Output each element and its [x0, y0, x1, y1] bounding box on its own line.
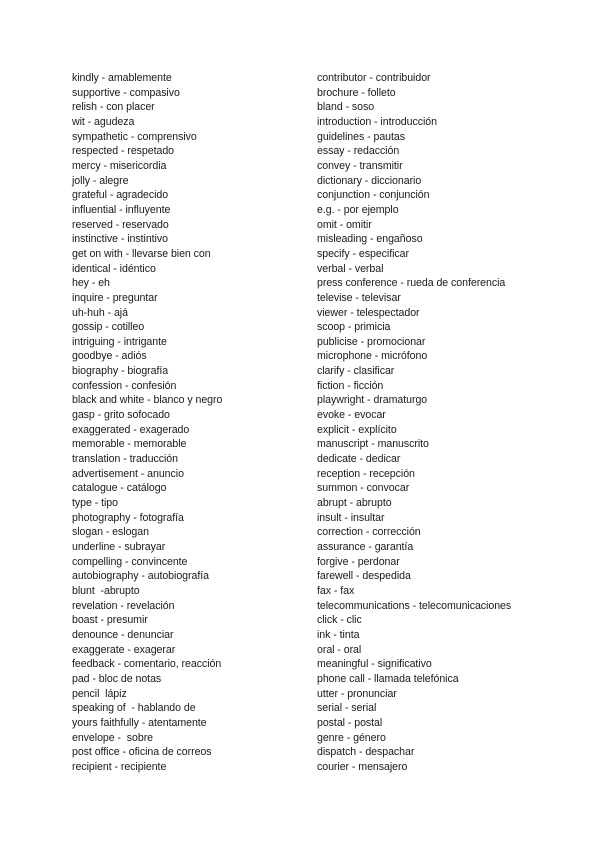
vocabulary-entry: omit - omitir [317, 218, 372, 231]
vocabulary-entry: translation - traducción [72, 453, 178, 466]
vocabulary-entry: uh-huh - ajá [72, 306, 128, 319]
vocabulary-entry: explicit - explícito [317, 423, 397, 436]
vocabulary-entry: pencil lápiz [72, 687, 127, 700]
vocabulary-entry: relish - con placer [72, 101, 155, 114]
vocabulary-entry: intriguing - intrigante [72, 335, 167, 348]
vocabulary-entry: exaggerate - exagerar [72, 643, 176, 656]
vocabulary-entry: black and white - blanco y negro [72, 394, 223, 407]
vocabulary-entry: underline - subrayar [72, 541, 166, 553]
vocabulary-entry: postal - postal [317, 716, 383, 729]
vocabulary-entry: autobiography - autobiografía [72, 570, 209, 583]
vocabulary-entry: compelling - convincente [72, 555, 188, 568]
vocabulary-entry: microphone - micrófono [317, 350, 428, 363]
vocabulary-entry: influential - influyente [72, 203, 171, 216]
vocabulary-entry: jolly - alegre [72, 174, 129, 187]
vocabulary-entry: respected - respetado [72, 145, 175, 158]
vocabulary-entry: scoop - primicia [317, 321, 391, 334]
vocabulary-entry: dedicate - dedicar [317, 453, 401, 466]
vocabulary-entry: supportive - compasivo [72, 86, 180, 99]
vocabulary-entry: boast - presumir [72, 614, 148, 627]
vocabulary-entry: playwright - dramaturgo [317, 394, 428, 407]
vocabulary-entry: instinctive - instintivo [72, 233, 168, 246]
vocabulary-entry: press conference - rueda de conferencia [317, 277, 506, 290]
vocabulary-entry: wit - agudeza [72, 115, 135, 128]
vocabulary-entry: fax - fax [317, 584, 355, 597]
vocabulary-entry: photography - fotografía [72, 511, 184, 524]
vocabulary-entry: sympathetic - comprensivo [72, 130, 197, 143]
vocabulary-entry: guidelines - pautas [317, 130, 405, 143]
vocabulary-entry: televise - televisar [317, 291, 401, 304]
vocabulary-entry: farewell - despedida [317, 570, 411, 583]
vocabulary-entry: clarify - clasificar [317, 365, 395, 378]
vocabulary-entry: dispatch - despachar [317, 746, 415, 759]
vocabulary-entry: advertisement - anuncio [72, 467, 184, 480]
vocabulary-entry: get on with - llevarse bien con [72, 247, 211, 260]
vocabulary-entry: gasp - grito sofocado [72, 409, 170, 422]
vocabulary-entry: summon - convocar [317, 482, 410, 495]
vocabulary-entry: grateful - agradecido [72, 189, 169, 202]
vocabulary-entry: type - tipo [72, 497, 118, 510]
vocabulary-entry: publicise - promocionar [317, 335, 426, 348]
vocabulary-entry: reserved - reservado [72, 218, 169, 231]
vocabulary-entry: contributor - contribuidor [317, 72, 431, 84]
vocabulary-entry: phone call - llamada telefónica [317, 672, 459, 685]
vocabulary-entry: correction - corrección [317, 526, 421, 539]
vocabulary-entry: assurance - garantía [317, 541, 414, 553]
vocabulary-entry: abrupt - abrupto [317, 497, 392, 510]
vocabulary-entry: specify - especificar [317, 247, 409, 260]
vocabulary-entry: gossip - cotilleo [72, 321, 145, 334]
vocabulary-entry: pad - bloc de notas [72, 672, 162, 685]
vocabulary-entry: catalogue - catálogo [72, 482, 167, 495]
vocabulary-entry: telecommunications - telecomunicaciones [317, 599, 512, 612]
vocabulary-entry: memorable - memorable [72, 438, 187, 451]
vocabulary-entry: oral - oral [317, 643, 362, 656]
vocabulary-list-right [317, 71, 587, 775]
vocabulary-entry: reception - recepción [317, 467, 415, 480]
vocabulary-entry: hey - eh [72, 277, 110, 290]
vocabulary-entry: genre - género [317, 731, 386, 744]
vocabulary-entry: denounce - denunciar [72, 628, 174, 641]
vocabulary-entry: slogan - eslogan [72, 526, 149, 539]
vocabulary-entry: verbal - verbal [317, 262, 384, 275]
vocabulary-entry: manuscript - manuscrito [317, 438, 429, 451]
vocabulary-entry: exaggerated - exagerado [72, 423, 190, 436]
vocabulary-entry: ink - tinta [317, 628, 360, 641]
vocabulary-entry: e.g. - por ejemplo [317, 203, 399, 216]
vocabulary-entry: serial - serial [317, 702, 377, 715]
vocabulary-entry: biography - biografía [72, 365, 169, 378]
vocabulary-entry: envelope - sobre [72, 731, 154, 744]
vocabulary-entry: essay - redacción [317, 145, 400, 158]
vocabulary-entry: goodbye - adiós [72, 350, 147, 363]
vocabulary-entry: courier - mensajero [317, 760, 408, 773]
vocabulary-entry: speaking of - hablando de [72, 702, 196, 715]
vocabulary-entry: convey - transmitir [317, 159, 403, 172]
vocabulary-entry: mercy - misericordia [72, 159, 167, 172]
vocabulary-entry: confession - confesión [72, 379, 177, 392]
vocabulary-entry: utter - pronunciar [317, 687, 397, 700]
vocabulary-entry: dictionary - diccionario [317, 174, 422, 187]
vocabulary-entry: identical - idéntico [72, 262, 156, 275]
vocabulary-entry: forgive - perdonar [317, 555, 400, 568]
vocabulary-entry: meaningful - significativo [317, 658, 432, 671]
vocabulary-entry: post office - oficina de correos [72, 746, 212, 759]
vocabulary-entry: yours faithfully - atentamente [72, 716, 207, 729]
vocabulary-entry: feedback - comentario, reacción [72, 658, 222, 671]
vocabulary-entry: bland - soso [317, 101, 375, 114]
vocabulary-entry: misleading - engañoso [317, 233, 423, 246]
vocabulary-entry: conjunction - conjunción [317, 189, 430, 202]
vocabulary-entry: fiction - ficción [317, 379, 384, 392]
vocabulary-entry: blunt -abrupto [72, 584, 140, 597]
vocabulary-entry: insult - insultar [317, 511, 385, 524]
vocabulary-entry: recipient - recipiente [72, 760, 167, 773]
vocabulary-entry: revelation - revelación [72, 599, 175, 612]
vocabulary-entry: evoke - evocar [317, 409, 386, 422]
vocabulary-entry: viewer - telespectador [317, 306, 420, 319]
vocabulary-list-left [72, 71, 312, 775]
vocabulary-entry: brochure - folleto [317, 86, 396, 99]
vocabulary-entry: introduction - introducción [317, 115, 437, 128]
vocabulary-entry: inquire - preguntar [72, 291, 158, 304]
vocabulary-entry: kindly - amablemente [72, 72, 172, 84]
vocabulary-entry: click - clic [317, 614, 362, 627]
